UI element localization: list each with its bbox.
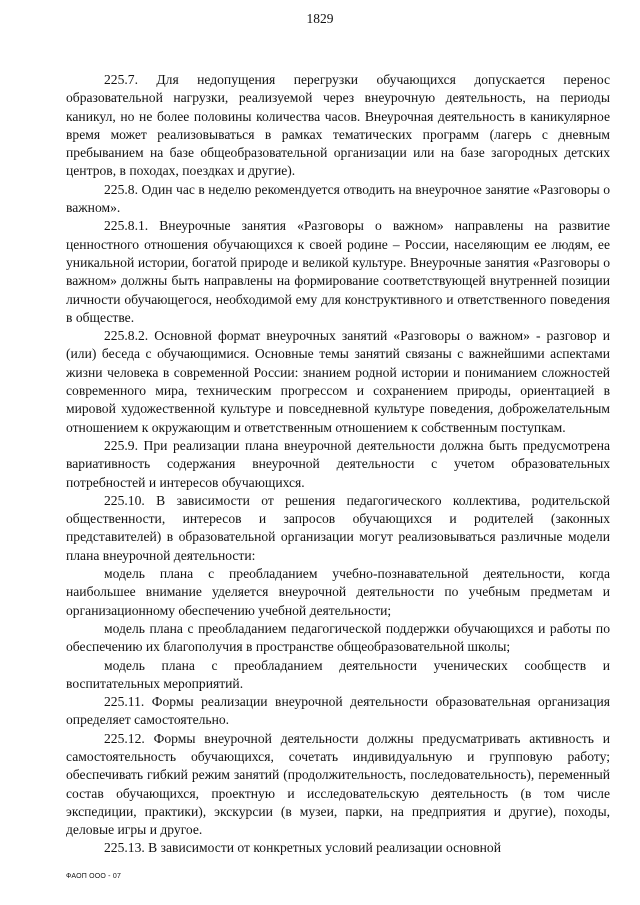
paragraph-225-8-1: 225.8.1. Внеурочные занятия «Разговоры о важном» направлены на развитие ценностного отношения обучающихся к своей родине – России, населяющим ее людям, ее уникальной истории, богатой природе и великой культуре. Внеурочные занятия «Разговоры о важном» должны быть направлены на формирование соответствующей внутренней позиции личности обучающегося, необходимой ему для конструктивного и ответственного поведения в обществе.	[66, 218, 610, 325]
list-item-model-2: модель плана с преобладанием педагогической поддержки обучающихся и работы по обеспечению их благополучия в пространстве общеобразовательной школы;	[66, 620, 610, 655]
paragraph-225-10: 225.10. В зависимости от решения педагогического коллектива, родительской общественности, интересов и запросов обучающихся и родителей (законных представителей) в образовательной организации могут реализовываться различные модели плана внеурочной деятельности:	[66, 492, 610, 563]
paragraph-225-7: 225.7. Для недопущения перегрузки обучающихся допускается перенос образовательной нагрузки, реализуемой через внеурочную деятельность, на периоды каникул, но не более половины количества часов. Внеурочная деятельность в каникулярное время может реализовываться в рамках тематических программ (лагерь с дневным пребыванием на базе общеобразовательной организации или на базе загородных детских центров, в походах, поездках и другие).	[66, 72, 610, 179]
list-item-model-1: модель плана с преобладанием учебно-познавательной деятельности, когда наибольшее внимание уделяется внеурочной деятельности по учебным предметам и организационному обеспечению учебной деятельности;	[66, 566, 610, 618]
footer-code: ФАОП ООО - 07	[66, 873, 122, 880]
list-item-model-3: модель плана с преобладанием деятельности ученических сообществ и воспитательных мероприятий.	[66, 657, 610, 691]
paragraph-225-11: 225.11. Формы реализации внеурочной деятельности образовательная организация определяет самостоятельно.	[66, 694, 610, 728]
paragraph-225-8: 225.8. Один час в неделю рекомендуется отводить на внеурочное занятие «Разговоры о важном».	[66, 181, 610, 216]
paragraph-225-13: 225.13. В зависимости от конкретных условий реализации основной	[104, 840, 501, 856]
paragraph-225-9: 225.9. При реализации плана внеурочной деятельности должна быть предусмотрена вариативность содержания внеурочной деятельности с учетом образовательных потребностей и интересов обучающихся.	[66, 437, 610, 490]
paragraph-225-8-2: 225.8.2. Основной формат внеурочных занятий «Разговоры о важном» - разговор и (или) беседа с обучающимися. Основные темы занятий связаны с важнейшими аспектами жизни человека в современной России: знанием родной истории и пониманием сложностей современного мира, техническим прогрессом и сохранением природы, ориентацией в мировой художественной культуре и повседневной культуре поведения, доброжелательным отношением к окружающим и ответственным отношением к собственным поступкам.	[66, 328, 610, 435]
page-number: 1829	[306, 11, 334, 26]
paragraph-225-12: 225.12. Формы внеурочной деятельности должны предусматривать активность и самостоятельность обучающихся, сочетать индивидуальную и групповую работу; обеспечивать гибкий режим занятий (продолжительность, последовательность), переменный состав обучающихся, проектную и исследовательскую деятельность (в том числе экспедиции, практики), экскурсии (в музеи, парки, на предприятия и другие), походы, деловые игры и другое.	[66, 730, 610, 838]
document-body	[66, 71, 610, 858]
